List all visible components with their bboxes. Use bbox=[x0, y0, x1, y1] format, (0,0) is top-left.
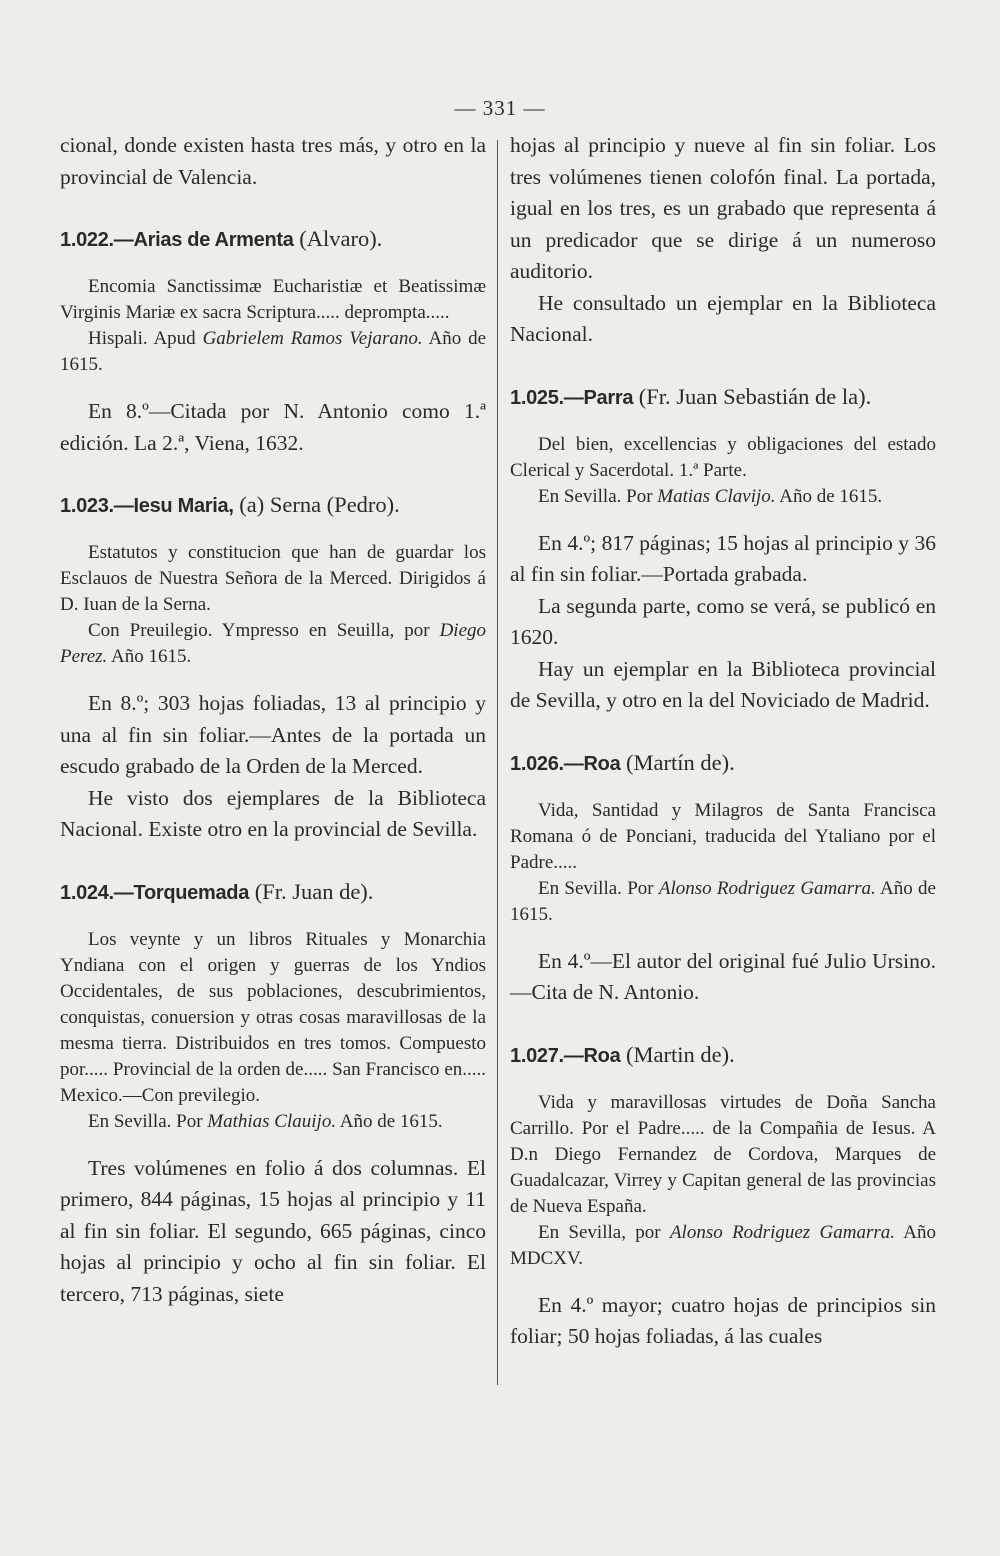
entry-imprint: En Sevilla, por Alonso Rodriguez Gamarra. Año MDCXV. bbox=[510, 1221, 936, 1269]
entry-heading-1023 bbox=[60, 489, 486, 522]
entry-note: Hay un ejemplar en la Biblioteca provincial de Sevilla, y otro en la del Noviciado de Madrid. bbox=[510, 656, 936, 712]
continuation-text: cional, donde existen hasta tres más, y otro en la provincial de Valencia. bbox=[60, 133, 486, 189]
entry-number: 1.027.— bbox=[510, 1044, 584, 1067]
entry-number: 1.026.— bbox=[510, 752, 584, 775]
author-surname: Arias de Armenta bbox=[133, 229, 294, 251]
entry-imprint: En Sevilla. Por Mathias Clauijo. Año de 1615. bbox=[88, 1110, 443, 1132]
entry-number: 1.024.— bbox=[60, 881, 134, 904]
author-surname: Roa bbox=[583, 752, 621, 775]
entry-title: Del bien, excellencias y obligaciones del estado Clerical y Sacerdotal. 1.ª Parte. bbox=[510, 433, 936, 481]
entry-note: He visto dos ejemplares de la Biblioteca Nacional. Existe otro en la provincial de Sevilla. bbox=[60, 785, 486, 841]
author-given: (Martín de). bbox=[620, 749, 735, 775]
entry-imprint: Hispali. Apud Gabrielem Ramos Vejarano. Año de 1615. bbox=[60, 328, 487, 375]
entry-title: Vida, Santidad y Milagros de Santa Francisca Romana ó de Ponciani, traducida del Ytaliano por el Padre..... bbox=[510, 799, 936, 873]
entry-number: 1.022.— bbox=[60, 229, 134, 251]
entry-heading-1027 bbox=[510, 1039, 936, 1072]
author-surname: Torquemada bbox=[133, 881, 250, 904]
right-column bbox=[510, 130, 936, 1353]
entry-note: La segunda parte, como se verá, se publicó en 1620. bbox=[510, 593, 936, 649]
entry-number: 1.025.— bbox=[510, 386, 584, 409]
entry-note: En 4.º—El autor del original fué Julio Ursino.—Cita de N. Antonio. bbox=[510, 948, 936, 1004]
continuation-text: He consultado un ejemplar en la Biblioteca Nacional. bbox=[510, 290, 936, 346]
entry-note: En 4.º; 817 páginas; 15 hojas al principio y 36 al fin sin foliar.—Portada grabada. bbox=[510, 530, 936, 586]
entry-note: En 8.º; 303 hojas foliadas, 13 al principio y una al fin sin foliar.—Antes de la portada un escudo grabado de la Orden de la Merced. bbox=[60, 691, 486, 778]
author-surname: Parra bbox=[583, 386, 634, 409]
entry-title: Encomia Sanctissimæ Eucharistiæ et Beatissimæ Virginis Mariæ ex sacra Scriptura..... deprompta..... bbox=[60, 276, 486, 323]
entry-heading-1024 bbox=[60, 876, 486, 909]
left-column bbox=[60, 130, 486, 1310]
entry-title: Los veynte y un libros Rituales y Monarchia Yndiana con el origen y guerras de los Yndios Occidentales, de sus poblaciones, descubrimientos, conquistas, conuersion y otras cosas maravillosas de la mesma tierra. Distribuidos en tres tomos. Compuesto por..... Provincial de la orden de..... San Francisco en..... Mexico.—Con previlegio. bbox=[60, 928, 486, 1106]
entry-heading-1022 bbox=[60, 223, 486, 256]
entry-imprint: En Sevilla. Por Alonso Rodriguez Gamarra. Año de 1615. bbox=[510, 877, 936, 925]
entry-note: Tres volúmenes en folio á dos columnas. El primero, 844 páginas, 15 hojas al principio y 11 al fin sin foliar. El segundo, 665 páginas, cinco hojas al principio y ocho al fin sin foliar. El tercero, 713 páginas, siete bbox=[60, 1155, 486, 1306]
author-given: (Alvaro). bbox=[293, 226, 383, 251]
column-divider bbox=[497, 140, 498, 1385]
author-given: (Martin de). bbox=[620, 1041, 735, 1067]
author-given: (a) Serna (Pedro). bbox=[233, 492, 400, 517]
author-given: (Fr. Juan Sebastián de la). bbox=[633, 383, 872, 409]
continuation-text: hojas al principio y nueve al fin sin foliar. Los tres volúmenes tienen colofón final. La portada, igual en los tres, es un grabado que representa á un predicador que se dirige á un numeroso auditorio. bbox=[510, 133, 936, 283]
entry-heading-1026 bbox=[510, 747, 936, 780]
entry-number: 1.023.— bbox=[60, 495, 134, 517]
entry-heading-1025 bbox=[510, 381, 936, 414]
entry-note: En 8.º—Citada por N. Antonio como 1.ª edición. La 2.ª, Viena, 1632. bbox=[60, 399, 486, 455]
page-number: — 331 — bbox=[454, 96, 546, 120]
author-given: (Fr. Juan de). bbox=[249, 878, 374, 904]
entry-note: En 4.º mayor; cuatro hojas de principios sin foliar; 50 hojas foliadas, á las cuales bbox=[510, 1292, 936, 1348]
author-surname: Roa bbox=[583, 1044, 621, 1067]
entry-title: Estatutos y constitucion que han de guardar los Esclauos de Nuestra Señora de la Merced. Dirigidos á D. Iuan de la Serna. bbox=[60, 542, 486, 615]
author-surname: Iesu Maria, bbox=[133, 495, 234, 517]
entry-imprint: En Sevilla. Por Matias Clavijo. Año de 1615. bbox=[538, 485, 883, 507]
entry-imprint: Con Preuilegio. Ympresso en Seuilla, por Diego Perez. Año 1615. bbox=[60, 620, 486, 667]
entry-title: Vida y maravillosas virtudes de Doña Sancha Carrillo. Por el Padre..... de la Compañia de Iesus. A D.n Diego Fernandez de Cordova, Marques de Guadalcazar, Virrey y Capitan general de las provincias de Nueva España. bbox=[510, 1091, 936, 1217]
